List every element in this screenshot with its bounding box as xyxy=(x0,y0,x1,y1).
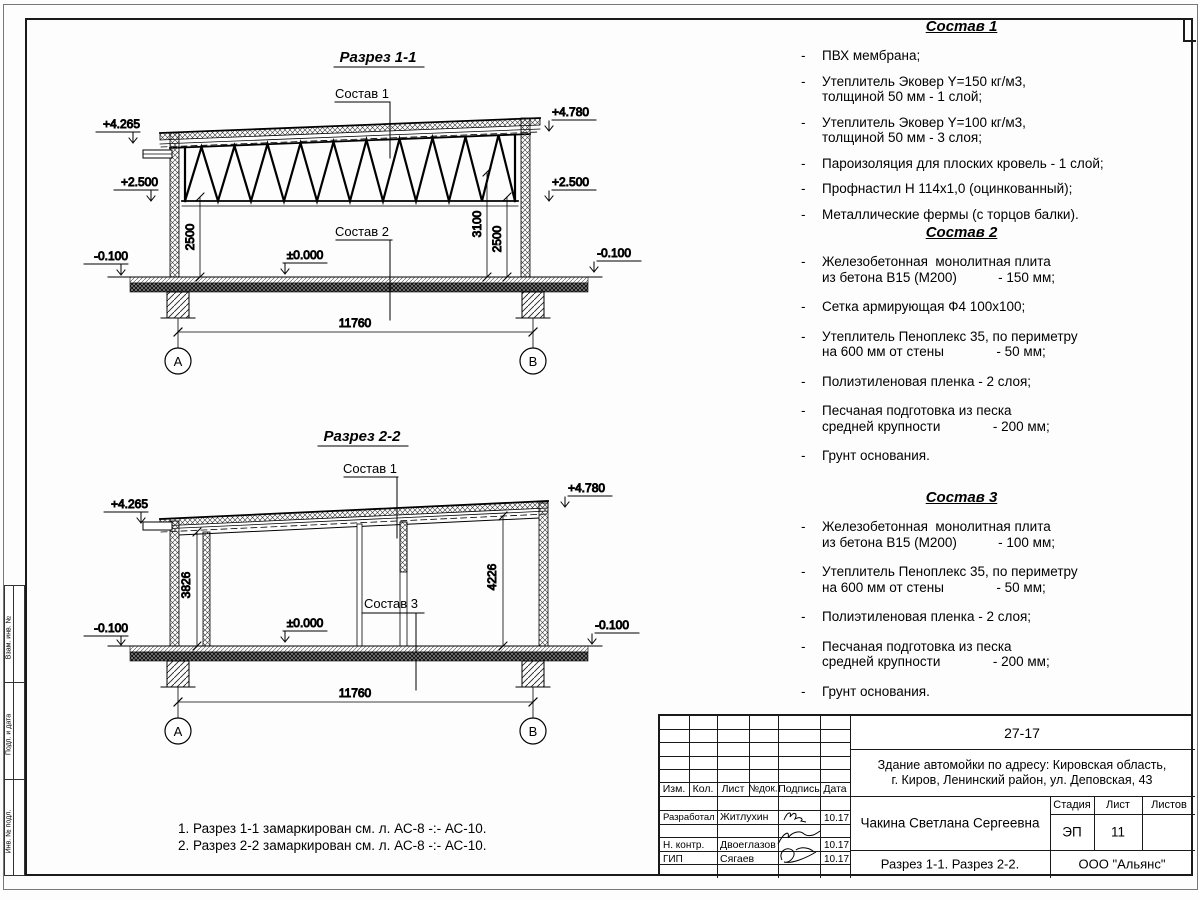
composition-item: - Металлические фермы (с торцов балки). xyxy=(801,206,1079,222)
composition-list-3 xyxy=(800,489,1195,713)
company-name: ООО "Альянс" xyxy=(1078,856,1166,872)
foundation-right xyxy=(522,292,544,318)
composition-item: - Пароизоляция для плоских кровель - 1 слой; xyxy=(801,155,1104,171)
elevation-label: ±0.000 xyxy=(286,248,324,262)
composition-item: - Утеплитель Пеноплекс 35, по периметру на 600 мм от стены - 50 мм; xyxy=(801,564,1078,595)
doc-number: 27-17 xyxy=(1004,725,1040,741)
composition-title: Состав 1 xyxy=(925,18,998,35)
elevation-label: +2.500 xyxy=(552,175,590,189)
section-1 xyxy=(84,49,641,374)
composition-list-2 xyxy=(800,224,1195,478)
axis-bubble-label: А xyxy=(173,724,183,739)
span-dimension xyxy=(165,686,546,744)
dimension-label: 11760 xyxy=(338,686,372,700)
gutter-left xyxy=(143,522,172,530)
elevation-label: +4.780 xyxy=(552,105,590,119)
composition-title: Состав 2 xyxy=(925,224,998,241)
sostav3-callout: Состав 3 xyxy=(364,596,418,611)
date-label: 10.17 xyxy=(824,854,850,865)
wall-right xyxy=(539,503,548,646)
name-label: Житлухин xyxy=(720,811,769,823)
elevation-label: ±0.000 xyxy=(286,616,324,630)
col-header: Лист xyxy=(721,783,745,795)
dimension-label: 11760 xyxy=(338,316,372,330)
foundation-left xyxy=(167,292,189,318)
signature xyxy=(776,844,822,866)
wall-left xyxy=(170,521,179,646)
col-header: №док. xyxy=(748,783,778,795)
side-stamp-label: Взам. инв. № xyxy=(5,586,14,682)
side-stamp-label: Подп. и дата xyxy=(5,683,14,779)
dimension-label: 3100 xyxy=(470,210,484,238)
name-label: Сягаев xyxy=(720,853,755,865)
notes xyxy=(178,820,487,854)
dimension-label: 3826 xyxy=(179,571,193,599)
foundation-right xyxy=(522,661,544,687)
composition-item: - ПВХ мембрана; xyxy=(801,48,921,63)
composition-list-1 xyxy=(800,18,1195,232)
elevation-label: +4.780 xyxy=(568,481,606,495)
sostav1-callout: Состав 1 xyxy=(335,86,389,101)
role-label: Н. контр. xyxy=(663,840,705,851)
span-dimension xyxy=(165,316,546,374)
section-2 xyxy=(84,428,639,744)
composition-item: - Сетка армирующая Ф4 100х100; xyxy=(801,299,1026,314)
composition-item: - Железобетонная монолитная плита из бетона В15 (М200) - 150 мм; xyxy=(801,254,1056,285)
wall-right xyxy=(521,118,530,277)
col-header: Подпись xyxy=(778,783,820,795)
title-block xyxy=(658,714,1193,876)
sostav1-callout: Состав 1 xyxy=(343,461,397,476)
axis-bubble-label: В xyxy=(528,354,538,369)
composition-item: - Железобетонная монолитная плита из бетона В15 (М200) - 100 мм; xyxy=(801,519,1056,550)
col-header: Изм. xyxy=(662,783,686,795)
composition-item: - Грунт основания. xyxy=(801,448,930,463)
composition-item: - Утеплитель Эковер Y=100 кг/м3, толщиной 50 мм - 3 слоя; xyxy=(801,114,1026,145)
composition-item: - Утеплитель Пеноплекс 35, по периметру на 600 мм от стены - 50 мм; xyxy=(801,328,1078,359)
elevation-label: -0.100 xyxy=(597,246,632,260)
partition xyxy=(203,532,210,646)
side-stamp-label: Инв. № подл. xyxy=(5,780,14,875)
date-label: 10.17 xyxy=(824,813,850,824)
floor-screed xyxy=(130,646,588,652)
composition-item: - Песчаная подготовка из песка средней крупности - 200 мм; xyxy=(801,403,1050,434)
author-name: Чакина Светлана Сергеевна xyxy=(860,815,1040,831)
floor-slab xyxy=(130,283,588,292)
note-line: 1. Разрез 1-1 замаркирован см. л. АС-8 -:- АС-10. xyxy=(178,821,487,836)
composition-item: - Полиэтиленовая пленка - 2 слоя; xyxy=(801,373,1032,389)
elevation-label: -0.100 xyxy=(93,621,128,635)
sheets-header: Листов xyxy=(1151,799,1187,811)
date-label: 10.17 xyxy=(824,840,850,851)
sheet-value: 11 xyxy=(1110,824,1126,840)
elevation-label: +2.500 xyxy=(120,175,158,189)
floor-slab xyxy=(130,652,588,661)
col-header: Дата xyxy=(823,783,847,795)
role-label: ГИП xyxy=(663,854,683,865)
stage-value: ЭП xyxy=(1062,824,1082,840)
composition-item: - Профнастил Н 114х1,0 (оцинкованный); xyxy=(801,181,1073,196)
col-header: Кол. xyxy=(692,783,714,795)
dimension-label: 4226 xyxy=(485,563,499,591)
elevation-label: +4.265 xyxy=(110,497,148,511)
note-line: 2. Разрез 2-2 замаркирован см. л. АС-8 -:- АС-10. xyxy=(178,838,487,853)
partition xyxy=(357,524,362,646)
signature xyxy=(780,808,818,824)
name-label: Двоеглазов xyxy=(720,839,776,851)
stage-header: Стадия xyxy=(1053,799,1091,811)
elevation-label: -0.100 xyxy=(595,618,630,632)
foundation-left xyxy=(167,661,189,687)
composition-title: Состав 3 xyxy=(925,489,998,506)
section2-title: Разрез 2-2 xyxy=(323,428,401,445)
elevation-label: -0.100 xyxy=(93,249,128,263)
composition-item: - Полиэтиленовая пленка - 2 слоя; xyxy=(801,609,1032,624)
axis-bubble-label: А xyxy=(173,354,183,369)
section1-title: Разрез 1-1 xyxy=(339,49,417,66)
composition-item: - Песчаная подготовка из песка средней крупности - 200 мм; xyxy=(801,638,1050,669)
object-address: Здание автомойки по адресу: Кировская область, xyxy=(877,758,1167,772)
sostav2-callout: Состав 2 xyxy=(335,224,389,239)
composition-item: - Утеплитель Эковер Y=150 кг/м3, толщиной 50 мм - 1 слой; xyxy=(801,73,1026,104)
axis-bubble-label: В xyxy=(528,724,538,739)
object-address: г. Киров, Ленинский район, ул. Деповская, 43 xyxy=(891,773,1153,787)
drawing-title: Разрез 1-1. Разрез 2-2. xyxy=(880,856,1020,872)
dimension-label: 2500 xyxy=(183,223,197,251)
sheet-header: Лист xyxy=(1106,799,1130,811)
role-label: Разработал xyxy=(663,812,715,823)
composition-item: - Грунт основания. xyxy=(801,683,930,699)
dimension-label: 2500 xyxy=(490,225,504,253)
elevation-label: +4.265 xyxy=(102,117,140,131)
